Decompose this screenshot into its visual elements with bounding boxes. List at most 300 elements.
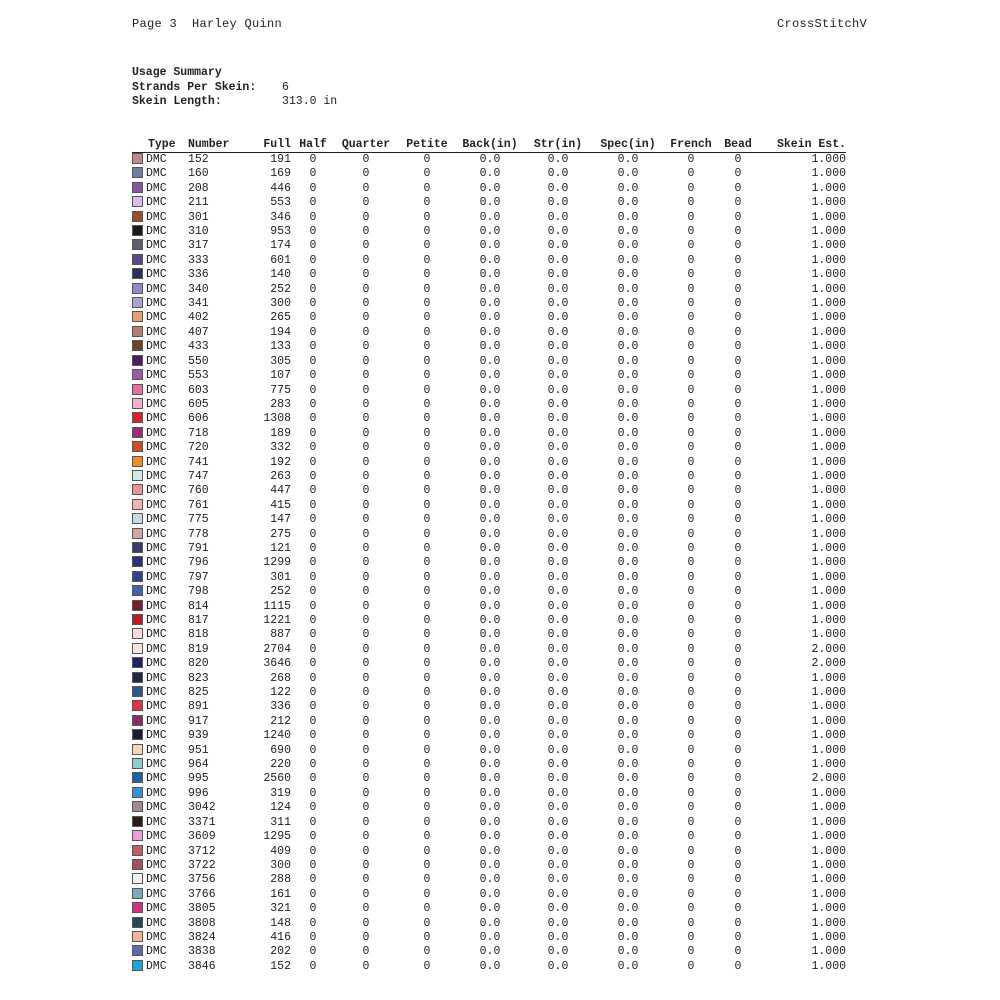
number-cell: 152 bbox=[188, 153, 209, 166]
spec-cell: 0.0 bbox=[617, 167, 639, 181]
petite-cell: 0 bbox=[423, 311, 431, 325]
quarter-cell: 0 bbox=[362, 325, 370, 339]
full-cell: 192 bbox=[270, 455, 291, 469]
petite-cell: 0 bbox=[423, 873, 431, 887]
color-swatch bbox=[132, 355, 143, 366]
bead-cell: 0 bbox=[734, 340, 742, 354]
number-cell: 775 bbox=[188, 513, 209, 527]
number-cell: 3766 bbox=[188, 887, 216, 901]
color-swatch bbox=[132, 614, 143, 625]
skein-cell: 1.000 bbox=[811, 513, 846, 527]
number-cell: 791 bbox=[188, 541, 209, 555]
back-cell: 0.0 bbox=[479, 455, 501, 469]
half-cell: 0 bbox=[309, 297, 317, 311]
spec-cell: 0.0 bbox=[617, 714, 639, 728]
petite-cell: 0 bbox=[423, 181, 431, 195]
spec-cell: 0.0 bbox=[617, 671, 639, 685]
color-swatch bbox=[132, 311, 143, 322]
french-cell: 0 bbox=[687, 210, 695, 224]
table-row bbox=[132, 758, 846, 772]
back-cell: 0.0 bbox=[479, 887, 501, 901]
type-cell bbox=[132, 845, 188, 859]
str-cell: 0.0 bbox=[547, 441, 569, 455]
table-row bbox=[132, 470, 846, 484]
petite-cell: 0 bbox=[423, 945, 431, 959]
spec-cell: 0.0 bbox=[617, 786, 639, 800]
thread-type: DMC bbox=[146, 671, 167, 685]
type-cell bbox=[132, 326, 188, 340]
full-cell: 553 bbox=[270, 196, 291, 210]
spec-cell: 0.0 bbox=[617, 469, 639, 483]
full-cell: 446 bbox=[270, 181, 291, 195]
quarter-cell: 0 bbox=[362, 513, 370, 527]
str-cell: 0.0 bbox=[547, 657, 569, 671]
type-cell bbox=[132, 816, 188, 830]
full-cell: 275 bbox=[270, 527, 291, 541]
app-name: CrossStitchV bbox=[776, 17, 867, 31]
spec-cell: 0.0 bbox=[617, 268, 639, 282]
french-cell: 0 bbox=[687, 570, 695, 584]
full-cell: 1221 bbox=[263, 614, 291, 627]
full-cell: 416 bbox=[270, 930, 291, 944]
full-cell: 300 bbox=[270, 858, 291, 872]
back-cell: 0.0 bbox=[479, 830, 501, 844]
type-cell bbox=[132, 902, 188, 916]
bead-cell: 0 bbox=[734, 369, 742, 383]
table-row bbox=[132, 369, 846, 383]
spec-cell: 0.0 bbox=[617, 239, 639, 253]
bead-cell: 0 bbox=[734, 844, 742, 858]
full-cell: 148 bbox=[270, 916, 291, 930]
back-cell: 0.0 bbox=[479, 426, 501, 440]
color-swatch bbox=[132, 902, 143, 913]
thread-type: DMC bbox=[146, 268, 167, 282]
color-swatch bbox=[132, 297, 143, 308]
col-type: Type bbox=[132, 138, 188, 153]
full-cell: 1115 bbox=[263, 599, 291, 613]
type-cell bbox=[132, 384, 188, 398]
spec-cell: 0.0 bbox=[617, 887, 639, 901]
str-cell: 0.0 bbox=[547, 801, 569, 815]
thread-type: DMC bbox=[146, 369, 167, 383]
half-cell: 0 bbox=[309, 311, 317, 325]
thread-type: DMC bbox=[146, 916, 167, 930]
french-cell: 0 bbox=[687, 397, 695, 411]
spec-cell: 0.0 bbox=[617, 585, 639, 599]
spec-cell: 0.0 bbox=[617, 426, 639, 440]
full-cell: 301 bbox=[270, 570, 291, 584]
col-str: Str(in) bbox=[525, 138, 591, 153]
thread-type: DMC bbox=[146, 153, 167, 166]
color-swatch bbox=[132, 845, 143, 856]
str-cell: 0.0 bbox=[547, 282, 569, 296]
table-row bbox=[132, 700, 846, 714]
back-cell: 0.0 bbox=[479, 556, 501, 570]
spec-cell: 0.0 bbox=[617, 657, 639, 671]
table-row bbox=[132, 643, 846, 657]
skein-cell: 1.000 bbox=[811, 167, 846, 181]
back-cell: 0.0 bbox=[479, 614, 501, 627]
quarter-cell: 0 bbox=[362, 700, 370, 714]
bead-cell: 0 bbox=[734, 383, 742, 397]
full-cell: 300 bbox=[270, 297, 291, 311]
color-swatch bbox=[132, 499, 143, 510]
str-cell: 0.0 bbox=[547, 959, 569, 973]
col-half: Half bbox=[293, 138, 333, 153]
spec-cell: 0.0 bbox=[617, 513, 639, 527]
french-cell: 0 bbox=[687, 513, 695, 527]
spec-cell: 0.0 bbox=[617, 325, 639, 339]
str-cell: 0.0 bbox=[547, 599, 569, 613]
bead-cell: 0 bbox=[734, 282, 742, 296]
french-cell: 0 bbox=[687, 628, 695, 642]
quarter-cell: 0 bbox=[362, 225, 370, 239]
full-cell: 346 bbox=[270, 210, 291, 224]
french-cell: 0 bbox=[687, 743, 695, 757]
quarter-cell: 0 bbox=[362, 786, 370, 800]
full-cell: 1299 bbox=[263, 556, 291, 570]
half-cell: 0 bbox=[309, 181, 317, 195]
thread-type: DMC bbox=[146, 455, 167, 469]
half-cell: 0 bbox=[309, 340, 317, 354]
type-cell bbox=[132, 239, 188, 253]
french-cell: 0 bbox=[687, 959, 695, 973]
back-cell: 0.0 bbox=[479, 930, 501, 944]
back-cell: 0.0 bbox=[479, 383, 501, 397]
table-row bbox=[132, 456, 846, 470]
str-cell: 0.0 bbox=[547, 758, 569, 772]
type-cell bbox=[132, 456, 188, 470]
skein-cell: 1.000 bbox=[811, 354, 846, 368]
back-cell: 0.0 bbox=[479, 786, 501, 800]
color-swatch bbox=[132, 556, 143, 567]
number-cell: 340 bbox=[188, 282, 209, 296]
half-cell: 0 bbox=[309, 196, 317, 210]
half-cell: 0 bbox=[309, 671, 317, 685]
half-cell: 0 bbox=[309, 743, 317, 757]
full-cell: 311 bbox=[270, 815, 291, 829]
back-cell: 0.0 bbox=[479, 268, 501, 282]
str-cell: 0.0 bbox=[547, 556, 569, 570]
petite-cell: 0 bbox=[423, 225, 431, 239]
str-cell: 0.0 bbox=[547, 873, 569, 887]
number-cell: 964 bbox=[188, 758, 209, 772]
thread-type: DMC bbox=[146, 614, 167, 627]
strands-label: Strands Per Skein: bbox=[132, 80, 257, 94]
full-cell: 415 bbox=[270, 498, 291, 512]
type-cell bbox=[132, 369, 188, 383]
thread-type: DMC bbox=[146, 541, 167, 555]
str-cell: 0.0 bbox=[547, 311, 569, 325]
number-cell: 402 bbox=[188, 311, 209, 325]
color-swatch bbox=[132, 729, 143, 740]
number-cell: 996 bbox=[188, 786, 209, 800]
table-row bbox=[132, 384, 846, 398]
color-swatch bbox=[132, 211, 143, 222]
type-cell bbox=[132, 600, 188, 614]
half-cell: 0 bbox=[309, 844, 317, 858]
back-cell: 0.0 bbox=[479, 758, 501, 772]
type-cell bbox=[132, 888, 188, 902]
quarter-cell: 0 bbox=[362, 844, 370, 858]
thread-type: DMC bbox=[146, 527, 167, 541]
type-cell bbox=[132, 657, 188, 671]
back-cell: 0.0 bbox=[479, 210, 501, 224]
number-cell: 3805 bbox=[188, 902, 216, 916]
half-cell: 0 bbox=[309, 614, 317, 627]
back-cell: 0.0 bbox=[479, 700, 501, 714]
color-swatch bbox=[132, 830, 143, 841]
bead-cell: 0 bbox=[734, 830, 742, 844]
table-row bbox=[132, 311, 846, 325]
full-cell: 194 bbox=[270, 325, 291, 339]
petite-cell: 0 bbox=[423, 902, 431, 916]
skein-cell: 1.000 bbox=[811, 873, 846, 887]
french-cell: 0 bbox=[687, 686, 695, 700]
full-cell: 147 bbox=[270, 513, 291, 527]
usage-summary bbox=[132, 66, 337, 110]
french-cell: 0 bbox=[687, 383, 695, 397]
petite-cell: 0 bbox=[423, 959, 431, 973]
type-cell bbox=[132, 744, 188, 758]
skein-cell: 1.000 bbox=[811, 628, 846, 642]
quarter-cell: 0 bbox=[362, 758, 370, 772]
type-cell bbox=[132, 355, 188, 369]
half-cell: 0 bbox=[309, 786, 317, 800]
type-cell bbox=[132, 398, 188, 412]
back-cell: 0.0 bbox=[479, 902, 501, 916]
number-cell: 341 bbox=[188, 297, 209, 311]
thread-type: DMC bbox=[146, 743, 167, 757]
type-cell bbox=[132, 153, 188, 168]
skein-cell: 1.000 bbox=[811, 541, 846, 555]
back-cell: 0.0 bbox=[479, 858, 501, 872]
back-cell: 0.0 bbox=[479, 599, 501, 613]
bead-cell: 0 bbox=[734, 959, 742, 973]
col-full: Full bbox=[239, 138, 293, 153]
thread-type: DMC bbox=[146, 282, 167, 296]
table-row bbox=[132, 600, 846, 614]
bead-cell: 0 bbox=[734, 585, 742, 599]
full-cell: 283 bbox=[270, 397, 291, 411]
quarter-cell: 0 bbox=[362, 930, 370, 944]
quarter-cell: 0 bbox=[362, 340, 370, 354]
skein-cell: 1.000 bbox=[811, 469, 846, 483]
bead-cell: 0 bbox=[734, 253, 742, 267]
number-cell: 3808 bbox=[188, 916, 216, 930]
number-cell: 939 bbox=[188, 729, 209, 743]
petite-cell: 0 bbox=[423, 426, 431, 440]
type-cell bbox=[132, 340, 188, 354]
skein-cell: 1.000 bbox=[811, 225, 846, 239]
color-swatch bbox=[132, 931, 143, 942]
str-cell: 0.0 bbox=[547, 541, 569, 555]
thread-type: DMC bbox=[146, 513, 167, 527]
color-swatch bbox=[132, 470, 143, 481]
type-cell bbox=[132, 297, 188, 311]
thread-type: DMC bbox=[146, 844, 167, 858]
thread-type: DMC bbox=[146, 714, 167, 728]
bead-cell: 0 bbox=[734, 570, 742, 584]
french-cell: 0 bbox=[687, 369, 695, 383]
table-row bbox=[132, 556, 846, 570]
french-cell: 0 bbox=[687, 700, 695, 714]
bead-cell: 0 bbox=[734, 614, 742, 627]
thread-type: DMC bbox=[146, 599, 167, 613]
bead-cell: 0 bbox=[734, 916, 742, 930]
back-cell: 0.0 bbox=[479, 570, 501, 584]
french-cell: 0 bbox=[687, 801, 695, 815]
french-cell: 0 bbox=[687, 268, 695, 282]
quarter-cell: 0 bbox=[362, 585, 370, 599]
half-cell: 0 bbox=[309, 801, 317, 815]
table-row bbox=[132, 412, 846, 426]
spec-cell: 0.0 bbox=[617, 282, 639, 296]
half-cell: 0 bbox=[309, 397, 317, 411]
bead-cell: 0 bbox=[734, 642, 742, 656]
type-cell bbox=[132, 614, 188, 628]
thread-type: DMC bbox=[146, 167, 167, 181]
type-cell bbox=[132, 772, 188, 786]
str-cell: 0.0 bbox=[547, 412, 569, 426]
back-cell: 0.0 bbox=[479, 469, 501, 483]
quarter-cell: 0 bbox=[362, 729, 370, 743]
french-cell: 0 bbox=[687, 455, 695, 469]
spec-cell: 0.0 bbox=[617, 902, 639, 916]
number-cell: 817 bbox=[188, 614, 209, 627]
table-row bbox=[132, 801, 846, 815]
table-row bbox=[132, 283, 846, 297]
color-swatch bbox=[132, 772, 143, 783]
color-swatch bbox=[132, 513, 143, 524]
half-cell: 0 bbox=[309, 268, 317, 282]
back-cell: 0.0 bbox=[479, 153, 501, 166]
petite-cell: 0 bbox=[423, 325, 431, 339]
french-cell: 0 bbox=[687, 354, 695, 368]
bead-cell: 0 bbox=[734, 181, 742, 195]
french-cell: 0 bbox=[687, 873, 695, 887]
back-cell: 0.0 bbox=[479, 801, 501, 815]
col-back: Back(in) bbox=[455, 138, 525, 153]
skein-cell: 1.000 bbox=[811, 441, 846, 455]
french-cell: 0 bbox=[687, 858, 695, 872]
petite-cell: 0 bbox=[423, 239, 431, 253]
bead-cell: 0 bbox=[734, 786, 742, 800]
half-cell: 0 bbox=[309, 412, 317, 426]
petite-cell: 0 bbox=[423, 455, 431, 469]
back-cell: 0.0 bbox=[479, 282, 501, 296]
str-cell: 0.0 bbox=[547, 743, 569, 757]
thread-type: DMC bbox=[146, 858, 167, 872]
quarter-cell: 0 bbox=[362, 181, 370, 195]
bead-cell: 0 bbox=[734, 441, 742, 455]
back-cell: 0.0 bbox=[479, 513, 501, 527]
color-swatch bbox=[132, 398, 143, 409]
spec-cell: 0.0 bbox=[617, 412, 639, 426]
bead-cell: 0 bbox=[734, 671, 742, 685]
type-cell bbox=[132, 167, 188, 181]
french-cell: 0 bbox=[687, 253, 695, 267]
table-row bbox=[132, 398, 846, 412]
quarter-cell: 0 bbox=[362, 196, 370, 210]
number-cell: 208 bbox=[188, 181, 209, 195]
quarter-cell: 0 bbox=[362, 772, 370, 786]
number-cell: 951 bbox=[188, 743, 209, 757]
number-cell: 301 bbox=[188, 210, 209, 224]
half-cell: 0 bbox=[309, 225, 317, 239]
full-cell: 953 bbox=[270, 225, 291, 239]
color-swatch bbox=[132, 787, 143, 798]
str-cell: 0.0 bbox=[547, 513, 569, 527]
bead-cell: 0 bbox=[734, 772, 742, 786]
half-cell: 0 bbox=[309, 484, 317, 498]
full-cell: 447 bbox=[270, 484, 291, 498]
str-cell: 0.0 bbox=[547, 397, 569, 411]
color-swatch bbox=[132, 657, 143, 668]
number-cell: 3722 bbox=[188, 858, 216, 872]
color-swatch bbox=[132, 441, 143, 452]
full-cell: 107 bbox=[270, 369, 291, 383]
bead-cell: 0 bbox=[734, 930, 742, 944]
skein-cell: 1.000 bbox=[811, 412, 846, 426]
strands-value: 6 bbox=[282, 80, 289, 94]
color-swatch bbox=[132, 888, 143, 899]
number-cell: 603 bbox=[188, 383, 209, 397]
thread-type: DMC bbox=[146, 729, 167, 743]
full-cell: 189 bbox=[270, 426, 291, 440]
skein-cell: 1.000 bbox=[811, 916, 846, 930]
bead-cell: 0 bbox=[734, 556, 742, 570]
skein-cell: 1.000 bbox=[811, 686, 846, 700]
quarter-cell: 0 bbox=[362, 441, 370, 455]
table-header-row bbox=[132, 138, 846, 153]
spec-cell: 0.0 bbox=[617, 196, 639, 210]
number-cell: 3824 bbox=[188, 930, 216, 944]
french-cell: 0 bbox=[687, 181, 695, 195]
type-cell bbox=[132, 196, 188, 210]
petite-cell: 0 bbox=[423, 570, 431, 584]
table-row bbox=[132, 614, 846, 628]
petite-cell: 0 bbox=[423, 527, 431, 541]
skein-cell: 1.000 bbox=[811, 930, 846, 944]
back-cell: 0.0 bbox=[479, 916, 501, 930]
str-cell: 0.0 bbox=[547, 815, 569, 829]
full-cell: 161 bbox=[270, 887, 291, 901]
color-swatch bbox=[132, 484, 143, 495]
quarter-cell: 0 bbox=[362, 210, 370, 224]
petite-cell: 0 bbox=[423, 887, 431, 901]
bead-cell: 0 bbox=[734, 527, 742, 541]
half-cell: 0 bbox=[309, 498, 317, 512]
skein-cell: 1.000 bbox=[811, 297, 846, 311]
quarter-cell: 0 bbox=[362, 628, 370, 642]
bead-cell: 0 bbox=[734, 297, 742, 311]
type-cell bbox=[132, 585, 188, 599]
full-cell: 1295 bbox=[263, 830, 291, 844]
quarter-cell: 0 bbox=[362, 815, 370, 829]
number-cell: 819 bbox=[188, 642, 209, 656]
back-cell: 0.0 bbox=[479, 354, 501, 368]
full-cell: 319 bbox=[270, 786, 291, 800]
str-cell: 0.0 bbox=[547, 225, 569, 239]
table-row bbox=[132, 167, 846, 181]
number-cell: 3846 bbox=[188, 959, 216, 973]
skein-cell: 1.000 bbox=[811, 181, 846, 195]
full-cell: 252 bbox=[270, 282, 291, 296]
bead-cell: 0 bbox=[734, 397, 742, 411]
quarter-cell: 0 bbox=[362, 455, 370, 469]
french-cell: 0 bbox=[687, 297, 695, 311]
